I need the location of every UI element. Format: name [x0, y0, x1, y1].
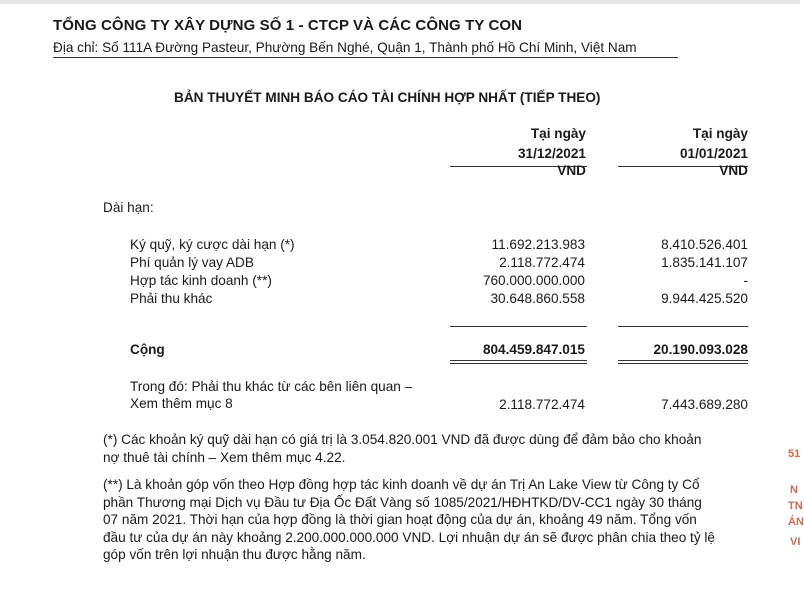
- row-label: Hợp tác kinh doanh (**): [130, 273, 272, 288]
- stamp-fragment: VI: [790, 536, 801, 548]
- total-label: Cộng: [130, 342, 165, 357]
- row-value-2021-12-31: 11.692.213.983: [491, 237, 585, 252]
- column-header-label: Tại ngày: [530, 126, 586, 141]
- subtotal-line: [450, 326, 587, 327]
- total-value-2021-12-31: 804.459.847.015: [482, 342, 585, 357]
- address-underline: [53, 57, 678, 58]
- section-label: Dài hạn:: [103, 200, 154, 215]
- total-value-2021-01-01: 20.190.093.028: [653, 342, 748, 357]
- company-address: Địa chỉ: Số 111A Đường Pasteur, Phường Bến Nghé, Quận 1, Thành phố Hồ Chí Minh, Việt Nam: [53, 40, 637, 55]
- total-double-line: [450, 360, 587, 361]
- column-header-2021-01-01: [598, 124, 748, 164]
- row-label: Phí quản lý vay ADB: [130, 255, 254, 270]
- total-double-line: [618, 360, 748, 361]
- footnote-line: (*) Các khoản ký quỹ dài hạn có giá trị là 3.054.820.001 VND đã được dùng để đảm bảo cho khoản: [103, 432, 702, 447]
- row-label: Ký quỹ, ký cược dài hạn (*): [130, 237, 295, 252]
- stamp-fragment: 51: [788, 448, 801, 460]
- company-name: TỔNG CÔNG TY XÂY DỰNG SỐ 1 - CTCP VÀ CÁC CÔNG TY CON: [53, 17, 523, 34]
- row-value-2021-01-01: 8.410.526.401: [661, 237, 748, 252]
- stamp-fragment: ÁN: [788, 516, 804, 528]
- column-header-date: 31/12/2021: [517, 146, 586, 161]
- footnote-line: đầu tư của dự án này khoảng 2.200.000.000.000 VND. Lợi nhuận dự án sẽ được phân chia theo tỷ lệ: [103, 529, 715, 545]
- footnote-line: (**) Là khoản góp vốn theo Hợp đồng hợp tác kinh doanh về dự án Trị An Lake View từ Công ty Cổ: [103, 477, 700, 492]
- footnote-line: 07 năm 2021. Thời hạn của hợp đồng là thời gian hoạt động của dự án, khoảng 49 năm. Tổng vốn: [103, 512, 697, 527]
- row-value-2021-12-31: 2.118.772.474: [499, 255, 585, 270]
- column-unit: VND: [719, 163, 748, 178]
- page-top-border: [0, 0, 800, 4]
- row-value-2021-01-01: -: [743, 273, 748, 288]
- column-header-2021-12-31: [436, 124, 586, 164]
- stamp-fragment: N: [790, 484, 798, 496]
- row-value-2021-12-31: 760.000.000.000: [482, 273, 585, 288]
- subtotal-line: [618, 326, 748, 327]
- column-unit: VND: [557, 163, 586, 178]
- total-double-line: [618, 363, 748, 364]
- total-double-line: [450, 363, 587, 364]
- stamp-fragment: TN: [788, 500, 803, 512]
- related-party-value-2021-01-01: 7.443.689.280: [661, 397, 748, 412]
- related-party-label: Xem thêm mục 8: [130, 396, 233, 411]
- footnote-line: phần Thương mại Dịch vụ Đầu tư Địa Ốc Đất Vàng số 1085/2021/HĐHTKD/DV-CC1 ngày 30 tháng: [103, 494, 702, 510]
- document-title: BẢN THUYẾT MINH BÁO CÁO TÀI CHÍNH HỢP NHẤT (TIẾP THEO): [174, 90, 601, 105]
- footnote-deposit: [103, 431, 701, 466]
- related-party-value-2021-12-31: 2.118.772.474: [499, 397, 585, 412]
- column-header-date: 01/01/2021: [679, 146, 748, 161]
- row-value-2021-12-31: 30.648.860.558: [490, 291, 585, 306]
- footnote-line: nợ thuê tài chính – Xem thêm mục 4.22.: [103, 449, 346, 465]
- footnote-business-cooperation: [103, 476, 715, 564]
- row-value-2021-01-01: 9.944.425.520: [661, 291, 748, 306]
- row-value-2021-01-01: 1.835.141.107: [661, 255, 748, 270]
- related-party-label: Trong đó: Phải thu khác từ các bên liên quan –: [130, 379, 413, 394]
- column-header-label: Tại ngày: [692, 126, 748, 141]
- footnote-line: góp vốn trên lợi nhuận thu được hằng năm.: [103, 547, 366, 562]
- row-label: Phải thu khác: [130, 291, 213, 306]
